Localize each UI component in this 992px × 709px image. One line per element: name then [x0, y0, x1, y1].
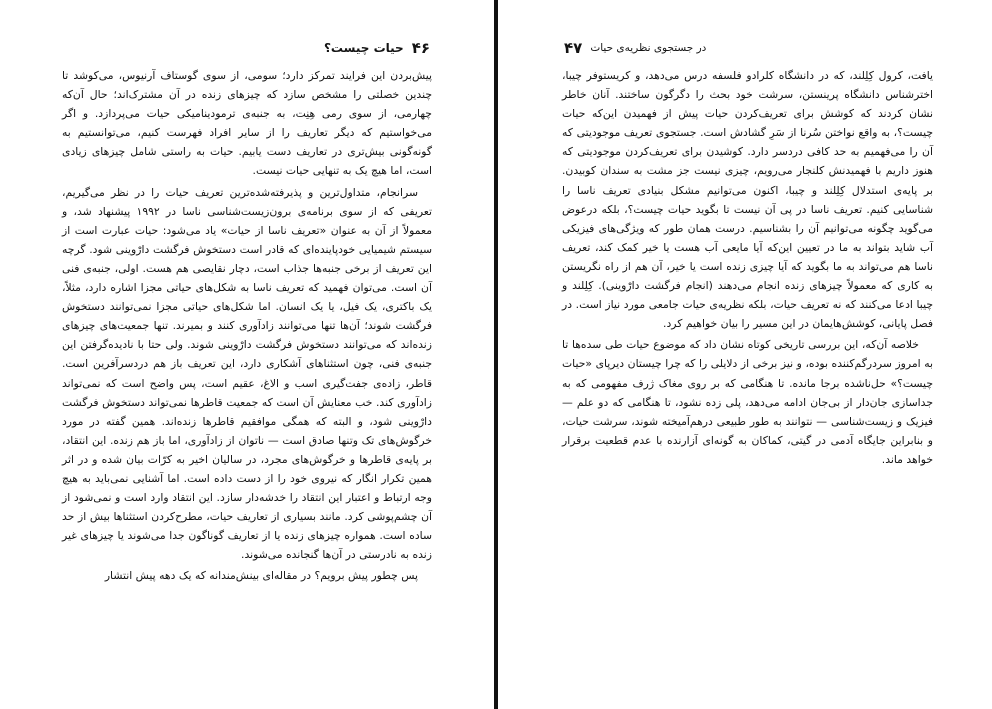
right-running-head: [564, 38, 706, 58]
left-body-text: [62, 66, 432, 586]
right-body-text: [562, 66, 933, 469]
left-page-number: ۴۶: [411, 39, 430, 57]
left-running-head: [324, 38, 430, 58]
right-running-title: در جستجوی نظریه‌ی حیات: [590, 42, 707, 54]
left-paragraph-1: پیش‌بردن این فرایند تمرکز دارد؛ سومی، از سوی گوستاف آرنیوس، می‌کوشد تا چندین خصلتی را مشخص سازد که چیزهای زنده در آن مشترک‌اند؛ حال آن‌که چهارمی، از سوی رمی هِنِت، به جنبه‌ی ترمودینامیکی حیات می‌پردازد. و اگر می‌خواستیم که دیگر تعاریف را از سایر افراد فهرست کنیم، می‌توانستیم به گونه‌گونی بیش‌تری در تعاریف دست یابیم. حیات به راستی شامل چیزهای زیادی است، اما هیچ یک به تنهایی حیات نیست.: [62, 69, 432, 178]
right-page-number: ۴۷: [564, 39, 583, 57]
left-paragraph-3: پس چطور پیش برویم؟ در مقاله‌ای بینش‌مندانه که یک دهه پیش انتشار: [104, 569, 418, 583]
left-running-title: حیات چیست؟: [323, 41, 404, 55]
left-paragraph-2: سرانجام، متداول‌ترین و پذیرفته‌شده‌ترین تعریف حیات را در نظر می‌گیریم، تعریفی که از سوی برنامه‌ی برون‌زیست‌شناسی ناسا در ۱۹۹۲ پیشنهاد شد، و معمولاً از آن به عنوان «تعریف ناسا از حیات» یاد می‌شود: حیات عبارت است از سیستم شیمیایی خودپاینده‌ای که قادر است دستخوش فرگشت دارْوینی شود. گرچه این تعریف از برخی جنبه‌ها جذاب است، دچار نقایصی هم هست. اولی، جنبه‌ی فنی آن است. می‌توان فهمید که تعریف ناسا به شکل‌های حیاتی مجزا اشاره دارد، مثلاً، یک باکتری، یک فیل، یا یک انسان. اما شکل‌های حیاتی مجزا نمی‌توانند دستخوش فرگشت شوند؛ آن‌ها تنها می‌توانند زادآوری کنند و بمیرند. تنها جمعیت‌های چیزهای زنده‌اند که می‌توانند دستخوش فرگشت دارْوینی شوند. ولی حتا با نادیده‌گرفتن این جنبه‌ی فنی، چون استثناهای آشکاری دارد، این تعریف باز هم دردسرآفرین است. قاطر، زاده‌ی جفت‌گیری اسب و الاغ، عقیم است، پس واضح است که نمی‌تواند زادآوری کند. خب معنایش آن است که جمعیت قاطرها نمی‌تواند دستخوش فرگشت دارْوینی شود، و البته که همگی موافقیم قاطرها زنده‌اند. همین گفته در مورد خرگوش‌های تک وتنها صادق است — ناتوان از زادآوری، اما باز هم زنده. این انتقاد، بر پایه‌ی قاطرها و خرگوش‌های مجرد، در سالیان اخیر به کرّات بیان شده و در اثر همین تکرار انگار که نیروی خود را از دست داده است. اما آشنایی نمی‌باید به هیچ وجه ارتباط و اعتبار این انتقاد را خدشه‌دار سازد. این انتقاد وارد است و نمی‌شود از آن چشم‌پوشی کرد. مانند بسیاری از تعاریف حیات، مطرح‌کردن استثناها بیش از حد ساده است. همواره چیزهای زنده یا از تعاریف گوناگون جدا می‌شوند یا چیزهای غیر زنده به نادرستی در آن‌ها گنجانده می‌شوند.: [62, 185, 433, 562]
right-paragraph-1: یافت، کرول کِلِلند، که در دانشگاه کلرادو فلسفه درس می‌دهد، و کریستوفر چیبا، اخترشناس دانشگاه پرینستن، سرشت خود بحث را دگرگون ساختند. آنان خاطر نشان کردند که کوشش برای تعریف‌کردن حیات پیش از فهمیدن این‌که حیات چیست؟، به واقع نواختن سُرنا از سَرِ گشادش است. جستجوی تعریف موجودیتی که آن را می‌فهمیم به حد کافی دردسر دارد. کوشیدن برای تعریف‌کردن موجودیتی که هنوز داریم با فهمیدنش کلنجار می‌رویم، چیزی نیست جز مشت به سندان کوبیدن. بر پایه‌ی استدلال کِلِلند و چیبا، اکنون می‌توانیم مشکل بنیادی تعریف ناسا را شناسایی کنیم. تعریف ناسا در پی آن نیست تا بگوید حیات چیست؟، بلکه درعوض می‌گوید چگونه می‌توانیم آن را بشناسیم. درست همان طور که ویژگی‌های فیزیکی آب شاید بتواند به ما در تعیین این‌که آیا مایعی آب هست یا خیر کمک کند، تعریف ناسا هم می‌تواند به ما بگوید که آیا چیزی زنده است یا خیر، آن هم از راه نگریستن به کاری که معمولاً چیزهای زنده انجام می‌دهند (انجام فرگشت دارْوینی). کِلِلند و چیبا ادعا می‌کنند که نه تعریف حیات، بلکه نظریه‌ی حیات جامعی مورد نیاز است. در فصل پایانی، کوشش‌هایمان در این مسیر را بیان خواهیم کرد.: [562, 69, 933, 331]
right-page: [500, 0, 992, 709]
book-spine-divider: [494, 0, 498, 709]
right-paragraph-2: خلاصه آن‌که، این بررسی تاریخی کوتاه نشان داد که موضوع حیات طی سده‌ها تا به امروز سردرگم‌کننده بوده، و نیز برخی از دلایلی را که چرا چیستان دیرپای «حیات چیست؟» حل‌ناشده برجا مانده. تا هنگامی که بر روی مغاک ژرف مفهومی که به جداسازی جان‌دار از بی‌جان ادامه می‌دهد، پلی زده نشود، تا هنگامی که دو علم — فیزیک و زیست‌شناسی — نتوانند به طور طبیعی درهم‌آمیخته شوند، سرشت حیات، و بنابراین جایگاه آدمی در گیتی، کماکان به گونه‌ای آزارنده با عدم قطعیت برقرار خواهد ماند.: [562, 338, 933, 466]
